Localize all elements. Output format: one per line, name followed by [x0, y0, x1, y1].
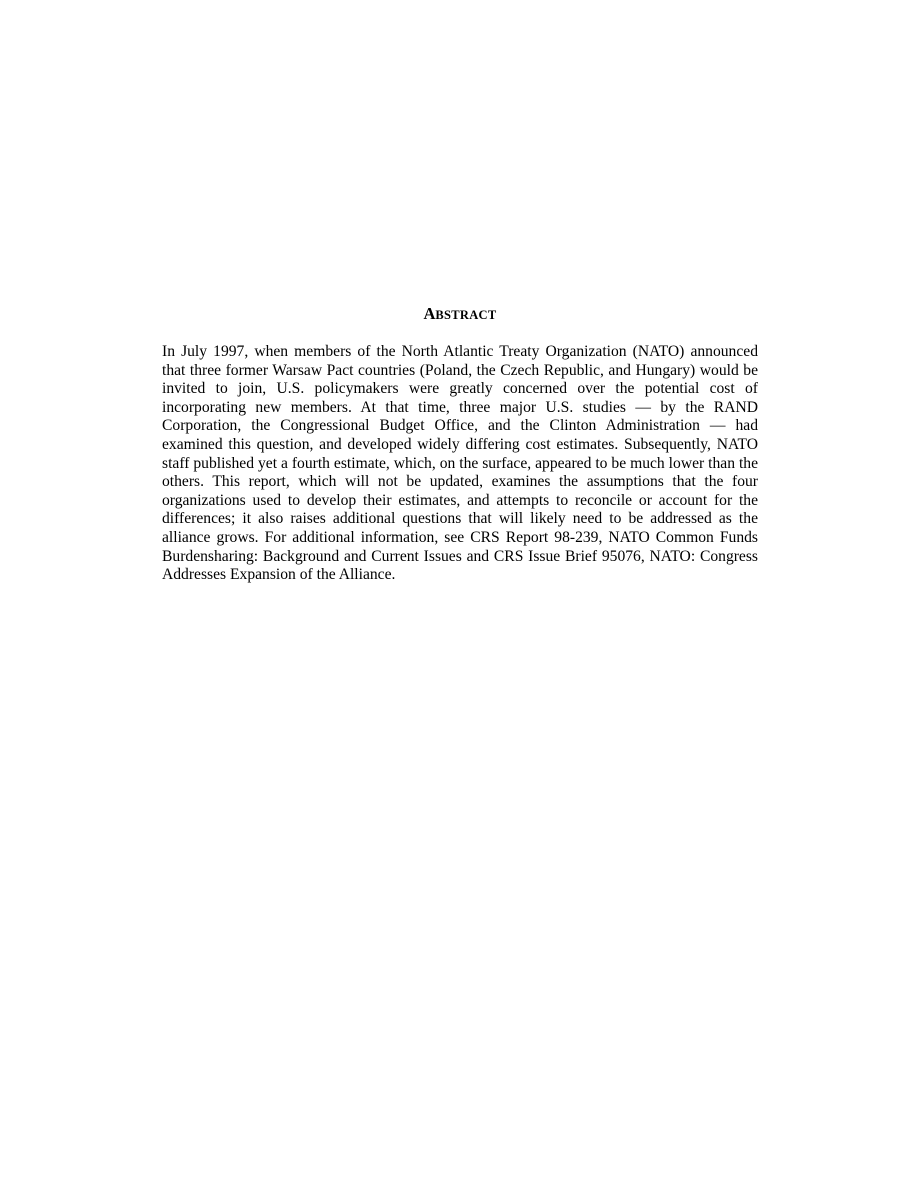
abstract-heading-initial: A: [423, 304, 436, 323]
abstract-heading: [162, 304, 758, 325]
abstract-heading-rest: BSTRACT: [435, 308, 497, 322]
abstract-body-text: In July 1997, when members of the North Atlantic Treaty Organization (NATO) announced that three former Warsaw Pact countries (Poland, the Czech Republic, and Hungary) would be invited to join, U.S. policymakers were greatly concerned over the potential cost of incorporating new members. At that time, three major U.S. studies — by the RAND Corporation, the Congressional Budget Office, and the Clinton Administration — had examined this question, and developed widely differing cost estimates. Subsequently, NATO staff published yet a fourth estimate, which, on the surface, appeared to be much lower than the others. This report, which will not be updated, examines the assumptions that the four organizations used to develop their estimates, and attempts to reconcile or account for the differences; it also raises additional questions that will likely need to be addressed as the alliance grows. For additional information, see CRS Report 98-239, NATO Common Funds Burdensharing: Background and Current Issues and CRS Issue Brief 95076, NATO: Congress Addresses Expansion of the Alliance.: [162, 343, 758, 584]
